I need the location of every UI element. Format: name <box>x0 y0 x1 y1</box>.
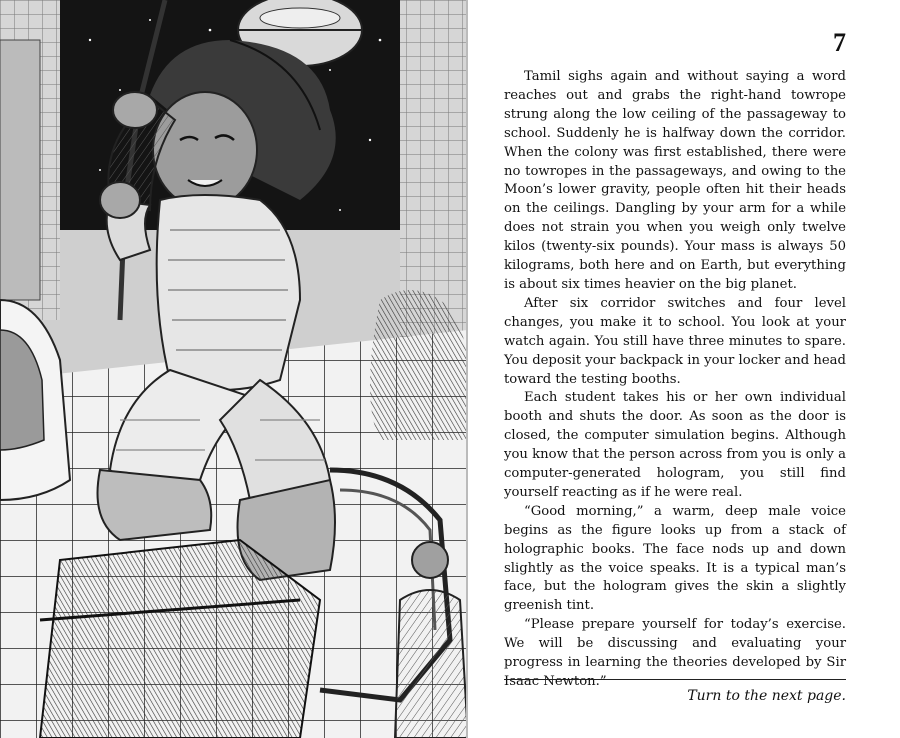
turn-page-prompt: Turn to the next page. <box>687 688 846 704</box>
body-text <box>504 68 846 692</box>
paragraph: “Please prepare yourself for today’s exercise. We will be discussing and evaluating your progress in learning the theories developed by Sir Isaac Newton.” <box>504 617 846 689</box>
text-page <box>468 0 900 738</box>
paragraph: Each student takes his or her own individual booth and shuts the door. As soon as the door is closed, the computer simulation begins. Although you know that the person across from you is only a computer-generated hologram, you still find yourself reacting as if he were real. <box>504 390 846 500</box>
paragraph: “Good morning,” a warm, deep male voice begins as the figure looks up from a stack of holographic books. The face nods up and down slightly as the voice speaks. It is a typical man’s face, but the hologram gives the skin a slightly greenish tint. <box>504 503 846 614</box>
page-number: 7 <box>833 28 846 57</box>
footer-divider <box>504 679 846 680</box>
paragraph: After six corridor switches and four level changes, you make it to school. You look at your watch again. You still have three minutes to spare. You deposit your backpack in your locker and head toward the testing booths. <box>504 295 846 387</box>
paragraph: Tamil sighs again and without saying a word reaches out and grabs the right-hand towrope strung along the low ceiling of the passageway to school. Suddenly he is halfway down the corridor. When the colony was first established, there were no towropes in the passageways, and owing to the Moon’s lower gravity, people often hit their heads on the ceilings. Dangling by your arm for a while does not strain you when you weigh only twelve kilos (twenty-six pounds). Your mass is always 50 kilograms, both here and on Earth, but everything is about six times heavier on the big planet. <box>504 69 846 292</box>
